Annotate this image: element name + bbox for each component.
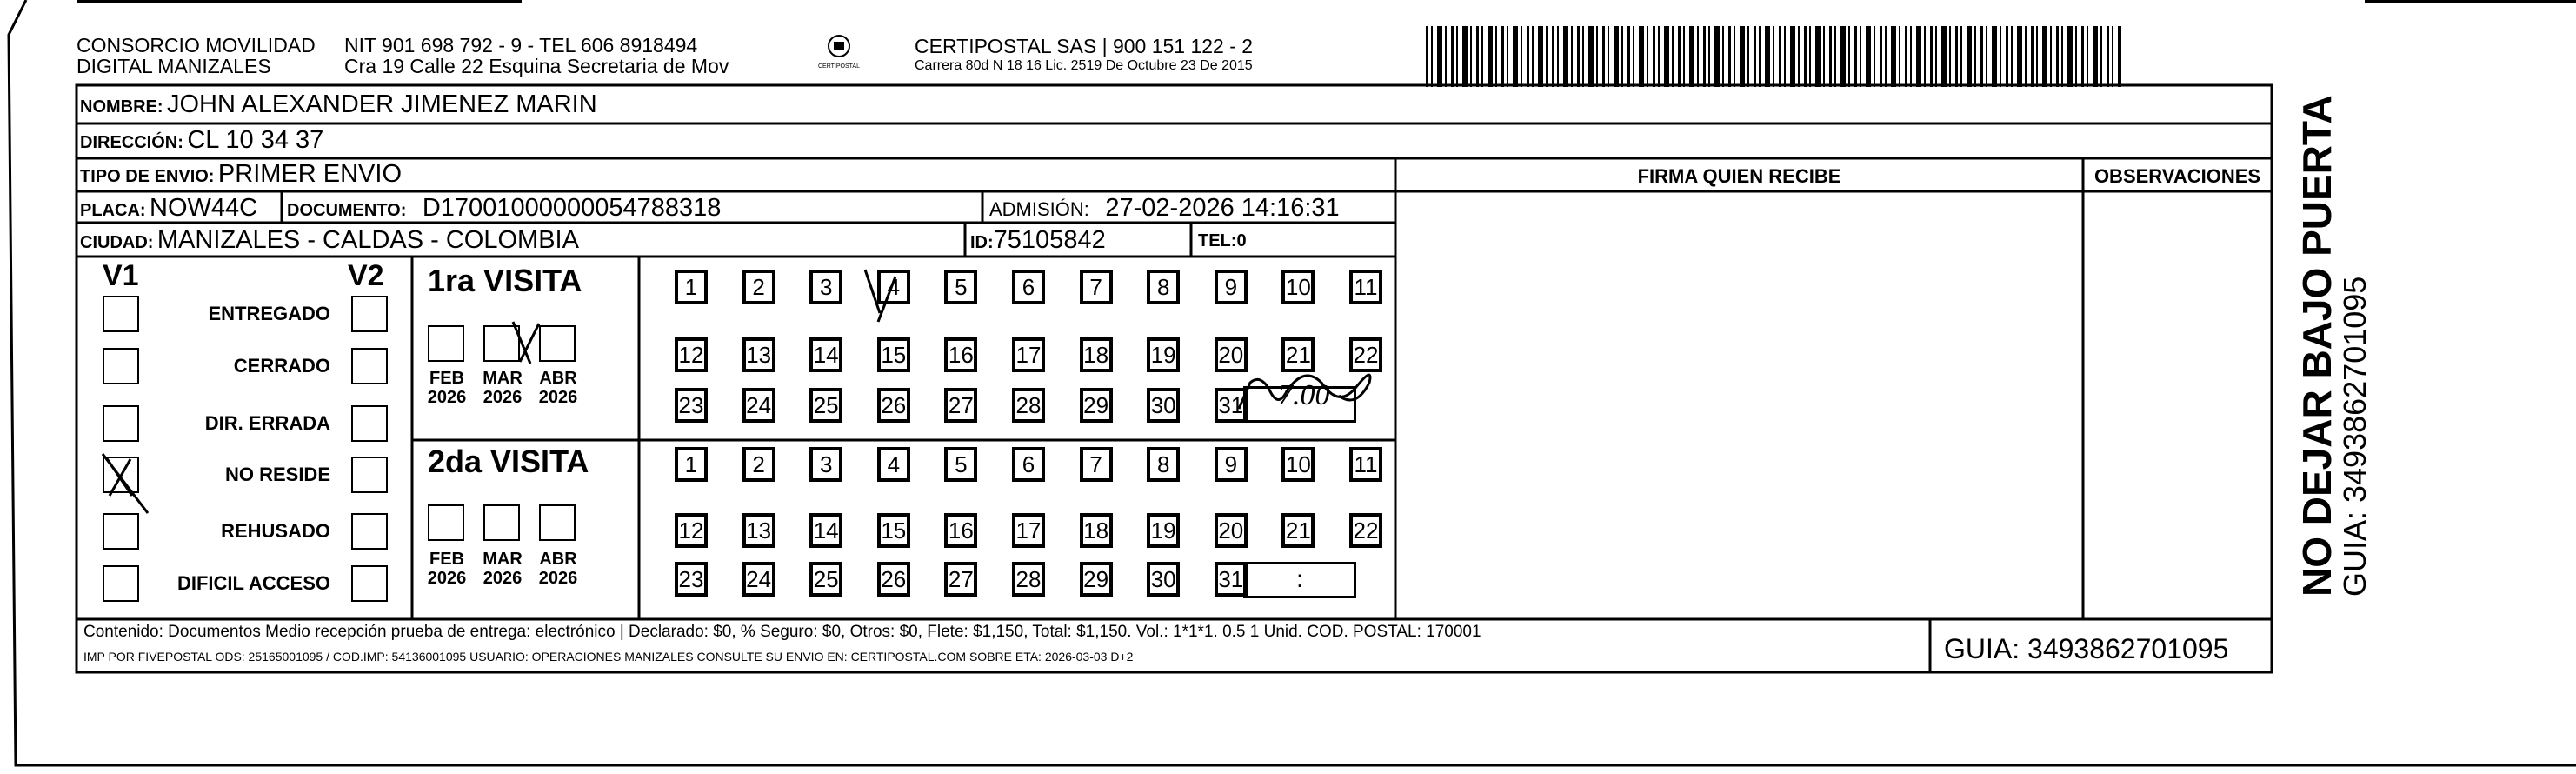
- day-box[interactable]: 11: [1349, 270, 1382, 304]
- day-box[interactable]: 1: [675, 270, 708, 304]
- day-box[interactable]: 8: [1147, 270, 1180, 304]
- v1-checkbox[interactable]: [103, 296, 139, 332]
- certipostal-line: CERTIPOSTAL SAS | 900 151 122 - 2: [915, 35, 1254, 57]
- day-box[interactable]: 23: [675, 388, 708, 423]
- v1-checkbox[interactable]: [103, 405, 139, 442]
- day-box[interactable]: 12: [675, 513, 708, 548]
- address-line: Cra 19 Calle 22 Esquina Secretaria de Mov: [344, 55, 729, 77]
- direccion-value: CL 10 34 37: [187, 126, 324, 154]
- day-box[interactable]: 30: [1147, 562, 1180, 597]
- nombre-value: JOHN ALEXANDER JIMENEZ MARIN: [167, 90, 597, 118]
- day-box[interactable]: 6: [1012, 447, 1045, 482]
- day-box[interactable]: 18: [1080, 337, 1113, 372]
- documento-value: D17001000000054788318: [422, 194, 722, 222]
- v2-checkbox[interactable]: [351, 405, 388, 442]
- day-box[interactable]: 5: [944, 270, 977, 304]
- day-box[interactable]: 26: [877, 562, 910, 597]
- v2-checkbox[interactable]: [351, 296, 388, 332]
- day-box[interactable]: 28: [1012, 388, 1045, 423]
- tipo-envio-field: [80, 160, 402, 189]
- visit-option-label: DIR. ERRADA: [204, 412, 330, 434]
- month-checkbox[interactable]: [483, 504, 520, 541]
- documento-field: [287, 194, 721, 223]
- day-box[interactable]: 12: [675, 337, 708, 372]
- month-checkbox[interactable]: [483, 325, 520, 362]
- day-box[interactable]: 25: [809, 562, 842, 597]
- footer-imp: IMP POR FIVEPOSTAL ODS: 25165001095 / COD.IMP: 54136001095 USUARIO: OPERACIONES MANIZALES CONSULTE SU ENVIO EN: CERTIPOSTAL.COM SOBRE ETA: 2026-03-03 D+2: [83, 650, 1134, 664]
- day-box[interactable]: 7: [1080, 447, 1113, 482]
- visit-option-label: NO RESIDE: [224, 464, 330, 485]
- v1-label: V1: [103, 259, 139, 292]
- v1-checkbox[interactable]: [103, 457, 139, 493]
- placa-label: PLACA:: [80, 201, 146, 220]
- placa-value: NOW44C: [150, 194, 258, 222]
- day-box[interactable]: 26: [877, 388, 910, 423]
- month-checkbox[interactable]: [539, 325, 576, 362]
- day-box[interactable]: 3: [809, 270, 842, 304]
- firma-header: FIRMA QUIEN RECIBE: [1637, 165, 1841, 187]
- day-box[interactable]: 16: [944, 337, 977, 372]
- day-box[interactable]: 22: [1349, 513, 1382, 548]
- day-box[interactable]: 29: [1080, 388, 1113, 423]
- ciudad-value: MANIZALES - CALDAS - COLOMBIA: [156, 226, 579, 254]
- visit-option-label: ENTREGADO: [208, 303, 330, 324]
- month-label: [476, 550, 529, 588]
- day-box[interactable]: 29: [1080, 562, 1113, 597]
- id-field: [970, 226, 1106, 255]
- tipo-envio-value: PRIMER ENVIO: [217, 160, 403, 188]
- month-year: 2026: [538, 569, 578, 588]
- v2-checkbox[interactable]: [351, 513, 388, 550]
- month-year: 2026: [483, 388, 523, 407]
- day-box[interactable]: 28: [1012, 562, 1045, 597]
- day-box[interactable]: 15: [877, 513, 910, 548]
- day-box[interactable]: 31: [1215, 562, 1248, 597]
- documento-label: DOCUMENTO:: [287, 201, 407, 220]
- second-visit-title: 2da VISITA: [428, 444, 589, 479]
- tipo-envio-label: TIPO DE ENVIO:: [80, 167, 215, 186]
- day-box[interactable]: 24: [742, 388, 775, 423]
- nombre-field: [80, 90, 597, 119]
- side-text: [2295, 95, 2372, 597]
- ciudad-label: CIUDAD:: [80, 233, 154, 252]
- day-box[interactable]: 9: [1215, 270, 1248, 304]
- day-box[interactable]: 27: [944, 562, 977, 597]
- day-box[interactable]: 5: [944, 447, 977, 482]
- ciudad-field: [80, 226, 579, 255]
- v2-checkbox[interactable]: [351, 457, 388, 493]
- time-box-second[interactable]: [1243, 562, 1356, 598]
- day-box[interactable]: 23: [675, 562, 708, 597]
- id-label: ID:: [970, 233, 994, 252]
- tel-label: TEL:: [1198, 231, 1237, 250]
- day-box[interactable]: 6: [1012, 270, 1045, 304]
- day-box[interactable]: 13: [742, 337, 775, 372]
- day-box[interactable]: 17: [1012, 337, 1045, 372]
- side-guia: GUIA: 3493862701095: [2337, 276, 2373, 597]
- month-name: ABR: [539, 550, 577, 569]
- month-year: 2026: [483, 569, 523, 588]
- direccion-label: DIRECCIÓN:: [80, 133, 183, 152]
- month-name: FEB: [429, 550, 464, 569]
- day-box[interactable]: 19: [1147, 513, 1180, 548]
- day-box[interactable]: 14: [809, 513, 842, 548]
- month-label: [532, 550, 584, 588]
- first-visit-title: 1ra VISITA: [428, 263, 582, 298]
- day-box[interactable]: 24: [742, 562, 775, 597]
- day-box[interactable]: 22: [1349, 337, 1382, 372]
- visit-option-label: REHUSADO: [221, 520, 330, 542]
- day-box[interactable]: 1: [675, 447, 708, 482]
- time-placeholder: :: [1296, 565, 1303, 592]
- day-box[interactable]: 4: [877, 447, 910, 482]
- visit-option-label: DIFICIL ACCESO: [176, 572, 330, 594]
- footer-guia: GUIA: 3493862701095: [1944, 633, 2229, 664]
- month-year: 2026: [427, 388, 467, 407]
- day-box[interactable]: 10: [1281, 447, 1315, 482]
- month-name: FEB: [429, 369, 464, 388]
- month-label: [476, 369, 529, 407]
- month-label: [532, 369, 584, 407]
- day-box[interactable]: 3: [809, 447, 842, 482]
- day-box[interactable]: 14: [809, 337, 842, 372]
- day-box[interactable]: 13: [742, 513, 775, 548]
- day-box[interactable]: 30: [1147, 388, 1180, 423]
- day-box[interactable]: 21: [1281, 337, 1315, 372]
- admision-label: ADMISIÓN:: [989, 198, 1089, 220]
- nombre-label: NOMBRE:: [80, 97, 163, 117]
- time-scribble: 7.00: [1278, 379, 1330, 411]
- v2-checkbox[interactable]: [351, 565, 388, 602]
- day-box[interactable]: 9: [1215, 447, 1248, 482]
- day-box[interactable]: 18: [1080, 513, 1113, 548]
- day-box[interactable]: 27: [944, 388, 977, 423]
- day-box[interactable]: 19: [1147, 337, 1180, 372]
- nit-line: NIT 901 698 792 - 9 - TEL 606 8918494: [344, 34, 698, 57]
- observaciones-header: OBSERVACIONES: [2093, 165, 2261, 187]
- tel-value: 0: [1236, 231, 1247, 250]
- month-year: 2026: [538, 388, 578, 407]
- day-box[interactable]: 16: [944, 513, 977, 548]
- company-line2: DIGITAL MANIZALES: [77, 55, 271, 77]
- day-box[interactable]: 11: [1349, 447, 1382, 482]
- month-label: [421, 369, 473, 407]
- month-label: [421, 550, 473, 588]
- day-box[interactable]: 2: [742, 270, 775, 304]
- day-box[interactable]: 7: [1080, 270, 1113, 304]
- day-box[interactable]: 20: [1215, 513, 1248, 548]
- admision-value: 27-02-2026 14:16:31: [1105, 194, 1340, 222]
- v2-label: V2: [348, 259, 384, 292]
- day-box[interactable]: 10: [1281, 270, 1315, 304]
- time-box-first[interactable]: [1243, 386, 1356, 423]
- day-box[interactable]: 4: [877, 270, 910, 304]
- day-box[interactable]: 25: [809, 388, 842, 423]
- month-name: MAR: [483, 369, 523, 388]
- visit-option-label: CERRADO: [233, 355, 330, 377]
- admision-field: [989, 194, 1340, 223]
- v1-checkbox[interactable]: [103, 348, 139, 384]
- day-box[interactable]: 31: [1215, 388, 1248, 423]
- day-box[interactable]: 17: [1012, 513, 1045, 548]
- v1-checkbox[interactable]: [103, 565, 139, 602]
- footer-contenido: Contenido: Documentos Medio recepción prueba de entrega: electrónico | Declarado: $0, % Seguro: $0, Otros: $0, Flete: $1,150, Total: $1,150. Vol.: 1*1*1. 0.5 1 Unid. COD. POSTAL: 170001: [83, 623, 1481, 641]
- company-line1: CONSORCIO MOVILIDAD: [77, 34, 316, 57]
- month-name: ABR: [539, 369, 577, 388]
- month-checkbox[interactable]: [539, 504, 576, 541]
- month-year: 2026: [427, 569, 467, 588]
- direccion-field: [80, 126, 323, 155]
- id-value: 75105842: [993, 226, 1106, 254]
- v1-checkbox[interactable]: [103, 513, 139, 550]
- month-name: MAR: [483, 550, 523, 569]
- day-box[interactable]: 8: [1147, 447, 1180, 482]
- certipostal-address: Carrera 80d N 18 16 Lic. 2519 De Octubre 23 De 2015: [915, 58, 1253, 73]
- day-box[interactable]: 2: [742, 447, 775, 482]
- tel-field: [1198, 231, 1247, 251]
- no-dejar-bajo-puerta: NO DEJAR BAJO PUERTA: [2294, 95, 2340, 597]
- day-box[interactable]: 15: [877, 337, 910, 372]
- logo-text: CERTIPOSTAL: [818, 63, 860, 70]
- v2-checkbox[interactable]: [351, 348, 388, 384]
- month-checkbox[interactable]: [428, 325, 464, 362]
- day-box[interactable]: 20: [1215, 337, 1248, 372]
- month-checkbox[interactable]: [428, 504, 464, 541]
- day-box[interactable]: 21: [1281, 513, 1315, 548]
- placa-field: [80, 194, 257, 223]
